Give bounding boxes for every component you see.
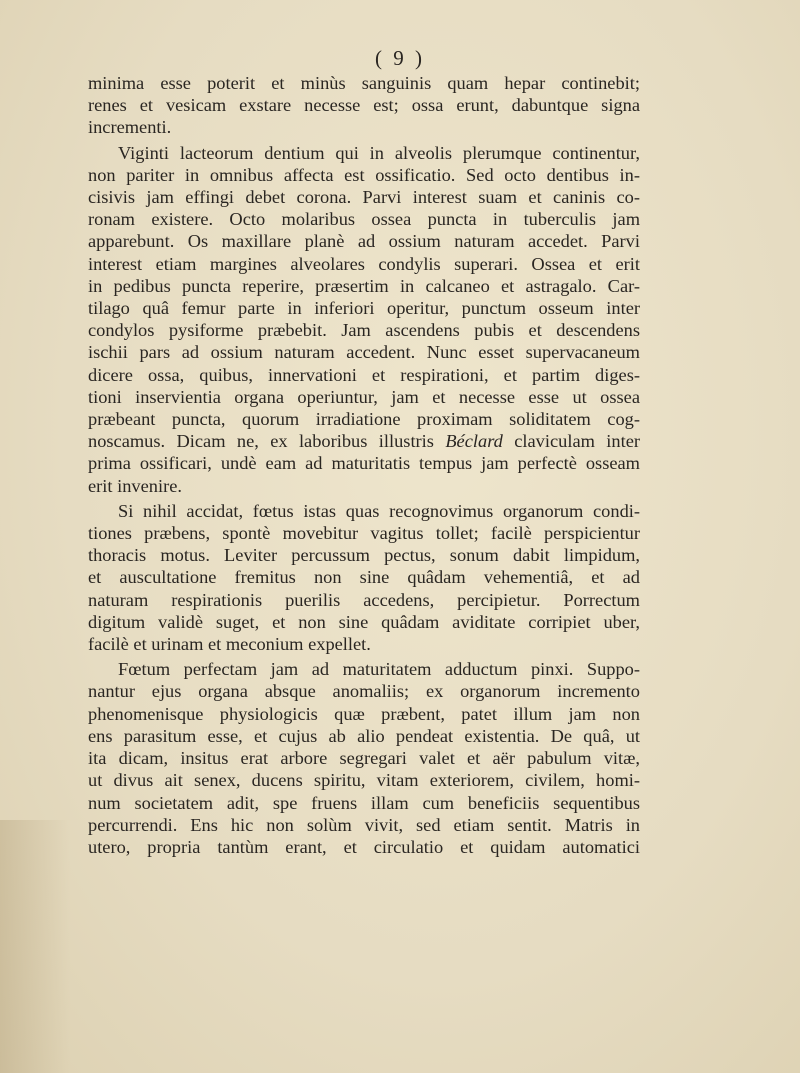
text-line: ens parasitum esse, et cujus ab alio pendeat existentia. De quâ, ut (88, 725, 640, 746)
paragraph-4 (88, 658, 640, 858)
text-line: Viginti lacteorum dentium qui in alveolis plerumque continentur, (118, 142, 640, 163)
text-line: præbeant puncta, quorum irradiatione proximam soliditatem cog- (88, 409, 640, 430)
text-line: minima esse poterit et minùs sanguinis quam hepar continebit; (88, 73, 640, 93)
text-line: nantur ejus organa absque anomaliis; ex organorum incremento (88, 681, 640, 702)
body-text (88, 72, 640, 858)
text-line: condylos pysiforme præbebit. Jam ascendens pubis et descendens (88, 320, 640, 341)
text-line: percurrendi. Ens hic non solùm vivit, sed etiam sentit. Matris in (88, 814, 640, 835)
page-number: ( 9 ) (375, 46, 425, 70)
text-line: non pariter in omnibus affecta est ossificatio. Sed octo dentibus in- (88, 164, 640, 185)
text-line: et auscultatione fremitus non sine quâdam vehementiâ, et ad (88, 567, 640, 588)
paragraph-3 (88, 500, 640, 655)
paragraph-1 (88, 72, 640, 139)
text-line: renes et vesicam exstare necesse est; ossa erunt, dabuntque signa (88, 95, 640, 116)
text-line: noscamus. Dicam ne, ex laboribus illustris Béclard claviculam inter (88, 431, 640, 452)
text-line: Si nihil accidat, fœtus istas quas recognovimus organorum condi- (118, 500, 640, 521)
text-line: tiones præbens, spontè movebitur vagitus tollet; facilè perspicientur (88, 523, 640, 544)
text-line: apparebunt. Os maxillare planè ad ossium naturam accedet. Parvi (88, 231, 640, 252)
text-line: tioni inservientia organa operiuntur, jam et necesse esse ut ossea (88, 386, 640, 407)
text-line: Fœtum perfectam jam ad maturitatem adductum pinxi. Suppo- (118, 659, 640, 680)
text-line: utero, propria tantùm erant, et circulatio et quidam automatici (88, 836, 640, 857)
text-line: dicere ossa, quibus, innervationi et respirationi, et partim diges- (88, 364, 640, 385)
text-line: incrementi. (88, 117, 172, 138)
text-line: facilè et urinam et meconium expellet. (88, 634, 371, 655)
text-line: thoracis motus. Leviter percussum pectus, sonum dabit limpidum, (88, 545, 640, 566)
text-line: interest etiam margines alveolares condylis superari. Ossea et erit (88, 253, 640, 274)
text-line: cisivis jam effingi debet corona. Parvi interest suam et caninis co- (88, 187, 640, 208)
text-line: num societatem adit, spe fruens illam cum beneficiis sequentibus (88, 792, 640, 813)
text-line: in pedibus puncta reperire, præsertim in calcaneo et astragalo. Car- (88, 275, 640, 296)
text-line: ita dicam, insitus erat arbore segregari valet et aër pabulum vitæ, (88, 748, 640, 769)
text-line: naturam respirationis puerilis accedens, percipietur. Porrectum (88, 589, 640, 610)
text-line: ronam existere. Octo molaribus ossea puncta in tuberculis jam (88, 209, 640, 230)
text-line: prima ossificari, undè eam ad maturitatis tempus jam perfectè osseam (88, 453, 640, 474)
text-line: ischii pars ad ossium naturam accedent. Nunc esset supervacaneum (88, 342, 640, 363)
text-line: ut divus ait senex, ducens spiritu, vitam exteriorem, civilem, homi- (88, 770, 640, 791)
text-line: erit invenire. (88, 475, 182, 496)
text-line: digitum validè suget, et non sine quâdam aviditate corripiet uber, (88, 611, 640, 632)
text-line: tilago quâ femur parte in inferiori operitur, punctum osseum inter (88, 298, 640, 319)
paragraph-2 (88, 142, 640, 497)
page-stain (0, 820, 70, 1073)
text-line: phenomenisque physiologicis quæ præbent, patet illum jam non (88, 703, 640, 724)
